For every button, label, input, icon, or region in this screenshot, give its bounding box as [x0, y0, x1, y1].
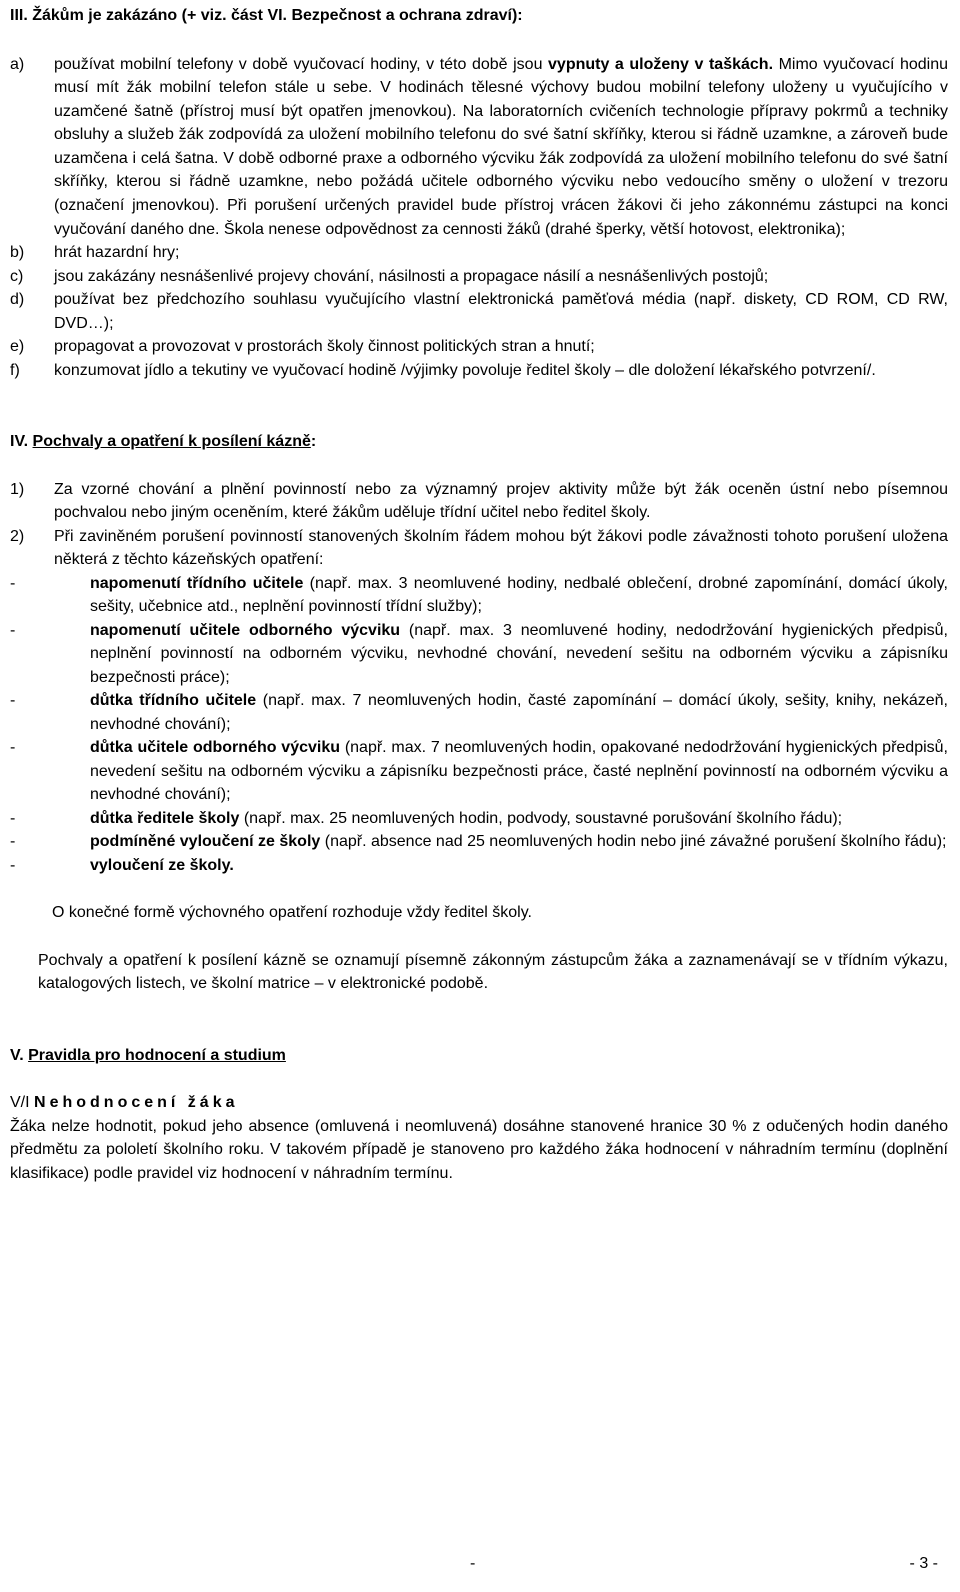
- rule-e-text: propagovat a provozovat v prostorách školy činnost politických stran a hnutí;: [54, 338, 595, 356]
- measures-list: [10, 572, 948, 878]
- rule-a-text: používat mobilní telefony v době vyučovací hodiny, v této době jsou vypnuty a uloženy v taškách. Mimo vyučovací hodinu musí mít žák mobilní telefon stále u sebe. V hodinách tělesné výchovy budou mobilní telefony uloženy u vyučujícího v uzamčené šatně (přístroj musí být opatřen jmenovkou). Na laboratorních cvičeních technologie přípravy pokrmů a techniky obsluhy a služeb žák zodpovídá za uložení mobilního telefonu do své šatní skříňky, kterou si řádně uzamkne, a zároveň bude uzamčena i celá šatna. V době odborné praxe a odborného výcviku žák zodpovídá za uložení mobilního telefonu do své šatní skříňky, kterou si řádně uzamkne, nebo požádá učitele odborného výcviku nebo vedoucího směny o uložení v trezoru (označení jmenovkou). Při porušení určených pravidel bude přístroj vrácen žákovi či jeho zákonnému zástupci na konci vyučování daného dne. Škola nenese odpovědnost za cennosti žáků (drahé šperky, větší hotovost, elektronika);: [54, 55, 948, 238]
- measure-title: napomenutí učitele odborného výcviku: [90, 621, 401, 639]
- final-decision-text: O konečné formě výchovného opatření rozhoduje vždy ředitel školy.: [52, 904, 532, 922]
- praise-item-1-text: Za vzorné chování a plnění povinností nebo za významný projev aktivity může být žák oceněn ústní nebo písemnou pochvalou nebo jiným oceněním, které žákům uděluje třídní učitel nebo ředitel školy.: [54, 480, 948, 522]
- rule-a-label: a): [10, 55, 25, 73]
- measure-item: - podmíněné vyloučení ze školy (např. absence nad 25 neomluvených hodin nebo jiné závažné porušení školního řádu);: [10, 833, 947, 851]
- notification-text: Pochvaly a opatření k posílení kázně se oznamují písemně zákonným zástupcům žáka a zaznamenávají se v třídním výkazu, katalogových listech, ve školní matrice – v elektronické podobě.: [38, 951, 948, 993]
- measure-title: důtka učitele odborného výcviku: [90, 739, 341, 757]
- rule-d-text: používat bez předchozího souhlasu vyučujícího vlastní elektronická paměťová média (např. diskety, CD ROM, CD RW, DVD…);: [54, 291, 948, 332]
- rule-a-emphasis: vypnuty a uloženy v taškách.: [548, 55, 774, 73]
- section-iv-title: Pochvaly a opatření k posílení kázně: [32, 433, 311, 451]
- subsection-v1-heading: V/I Nehodnocení žáka: [10, 1094, 239, 1112]
- rule-f: f) konzumovat jídlo a tekutiny ve vyučovací hodině /výjimky povoluje ředitel školy – dle doložení lékařského potvrzení/.: [10, 359, 948, 383]
- rule-e: e) propagovat a provozovat v prostorách školy činnost politických stran a hnutí;: [10, 335, 948, 359]
- section-iv-heading: IV. Pochvaly a opatření k posílení kázně:: [10, 433, 317, 451]
- measure-title: důtka třídního učitele: [90, 692, 257, 710]
- measure-item: - důtka ředitele školy (např. max. 25 neomluvených hodin, podvody, soustavné porušování školního řádu);: [10, 809, 843, 827]
- rule-b: b) hrát hazardní hry;: [10, 241, 948, 265]
- document-page: [10, 4, 948, 1185]
- measure-title: napomenutí třídního učitele: [90, 574, 304, 592]
- measure-item: - důtka učitele odborného výcviku (např. max. 7 neomluvených hodin, opakované nedodržování hygienických předpisů, nevedení sešitu na odborném výcviku a zápisníku bezpečnosti práce, časté neplnění povinností na odborném výcviku a nevhodné chování);: [10, 739, 949, 804]
- rule-b-text: hrát hazardní hry;: [54, 244, 180, 262]
- rule-c: c) jsou zakázány nesnášenlivé projevy chování, násilnosti a propagace násilí a nesnášenlivých postojů;: [10, 265, 948, 289]
- measure-title: podmíněné vyloučení ze školy: [90, 833, 321, 851]
- measure-title: vyloučení ze školy.: [90, 856, 234, 874]
- section-iii-heading: III. Žákům je zakázáno (+ viz. část VI. Bezpečnost a ochrana zdraví):: [10, 7, 523, 24]
- measure-item: - napomenutí učitele odborného výcviku (např. max. 3 neomluvené hodiny, nedodržování hygienických předpisů, neplnění povinností na odborném výcviku, nevhodné chování, nevedení sešitu na odborném výcviku a zápisníku bezpečnosti práce);: [10, 621, 949, 686]
- rule-f-text: konzumovat jídlo a tekutiny ve vyučovací hodině /výjimky povoluje ředitel školy – dle doložení lékařského potvrzení/.: [54, 361, 876, 379]
- measure-title: důtka ředitele školy: [90, 809, 240, 827]
- non-evaluation-text: Žáka nelze hodnotit, pokud jeho absence (omluvená i neomluvená) dosáhne stanovené hranice 30 % z odučených hodin daného předmětu za pololetí školního roku. V takovém případě je stanoveno pro každého žáka hodnocení v náhradním termínu (doplnění klasifikace) podle pravidel viz hodnocení v náhradním termínu.: [10, 1117, 948, 1182]
- measure-item: - napomenutí třídního učitele (např. max. 3 neomluvené hodiny, nedbalé oblečení, drobné zapomínání, domácí úkoly, sešity, učebnice atd., neplnění povinností třídní služby);: [10, 574, 948, 616]
- footer-left-mark: -: [470, 1555, 476, 1572]
- measure-item: - vyloučení ze školy.: [10, 856, 234, 874]
- rule-d: d) používat bez předchozího souhlasu vyučujícího vlastní elektronická paměťová média (např. diskety, CD ROM, CD RW, DVD…);: [10, 288, 948, 335]
- measure-item: - důtka třídního učitele (např. max. 7 neomluvených hodin, časté zapomínání – domácí úkoly, sešity, knihy, nekázeň, nevhodné chování);: [10, 692, 948, 733]
- praise-item-1: 1) Za vzorné chování a plnění povinností nebo za významný projev aktivity může být žák oceněn ústní nebo písemnou pochvalou nebo jiným oceněním, které žákům uděluje třídní učitel nebo ředitel školy.: [10, 478, 948, 525]
- section-v-title: Pravidla pro hodnocení a studium: [28, 1046, 286, 1064]
- praise-item-2-text: Při zaviněném porušení povinností stanovených školním řádem mohou být žákovi podle závažnosti tohoto porušení uložena některá z těchto kázeňských opatření:: [54, 527, 948, 569]
- subsection-v1-title: Nehodnocení žáka: [34, 1094, 239, 1112]
- praise-item-2: 2) Při zaviněném porušení povinností stanovených školním řádem mohou být žákovi podle závažnosti tohoto porušení uložena některá z těchto kázeňských opatření:: [10, 525, 948, 572]
- section-v-heading: V. Pravidla pro hodnocení a studium: [10, 1046, 286, 1064]
- rule-a: [10, 53, 948, 242]
- page-number: - 3 -: [909, 1555, 938, 1572]
- rule-c-text: jsou zakázány nesnášenlivé projevy chování, násilnosti a propagace násilí a nesnášenlivých postojů;: [54, 267, 769, 285]
